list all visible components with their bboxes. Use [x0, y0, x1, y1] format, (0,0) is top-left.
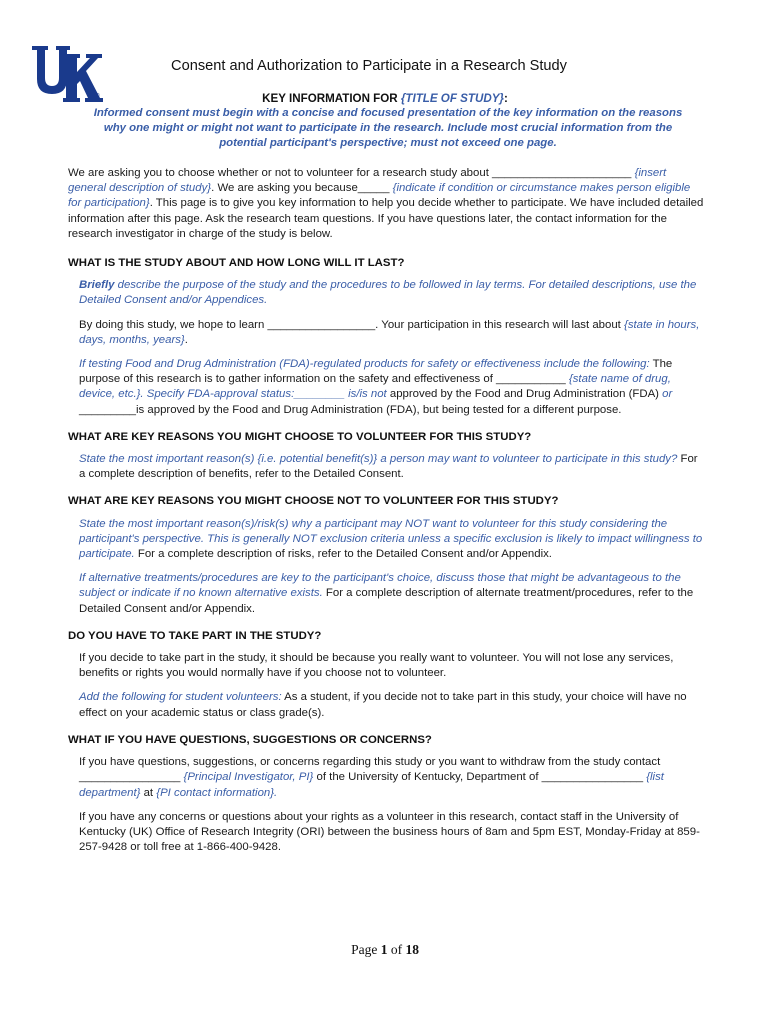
section-heading-reasons-against: WHAT ARE KEY REASONS YOU MIGHT CHOOSE NOT TO VOLUNTEER FOR THIS STUDY? [68, 495, 559, 508]
about-instruction: Briefly describe the purpose of the study and the procedures to be followed in lay terms. For detailed descriptions, use the Detailed Consent and/or Appendices. [79, 279, 697, 307]
questions-contact-ori: If you have any concerns or questions about your rights as a volunteer in this research, contact staff in the University of Kentucky (UK) Office of Research Integrity (ORI) between the business hours of 8am and 5pm EST, Monday-Friday at 859-257-9428 or toll free at 1-866-400-9428. [79, 810, 700, 854]
section-heading-about: WHAT IS THE STUDY ABOUT AND HOW LONG WILL IT LAST? [68, 257, 405, 270]
about-fda: If testing Food and Drug Administration (FDA)-regulated products for safety or effectiveness include the following: The purpose of this research is to gather information on the safety and effectiveness of ___________ {state name of drug, device, etc.}. Specify FDA-approval status:________ is/is not approved by the Food and Drug Administration (FDA) or _________is approved by the Food and Drug Administration (FDA), but being tested for a different purpose. [79, 358, 673, 416]
student-volunteers-paragraph: Add the following for student volunteers: As a student, if you decide not to take part in this study, your choice will have no effect on your academic status or class grade(s). [79, 691, 687, 719]
intro-paragraph: We are asking you to choose whether or not to volunteer for a research study about ______________________ {insert general description of study}. We are asking you because_____ {indicate if condition or circumstance makes person eligible for participation}. This page is to give you key information to help you decide whether to participate. We have included detailed information after this page. Ask the research team questions. If you have questions later, the contact information for the research investigator in charge of the study is below. [68, 167, 704, 240]
key-information-heading: KEY INFORMATION FOR {TITLE OF STUDY}: [262, 92, 508, 105]
section-heading-take-part: DO YOU HAVE TO TAKE PART IN THE STUDY? [68, 629, 322, 642]
page-number: Page 1 of 18 [351, 942, 419, 957]
section-heading-reasons-for: WHAT ARE KEY REASONS YOU MIGHT CHOOSE TO VOLUNTEER FOR THIS STUDY? [68, 430, 532, 443]
questions-contact-pi: If you have questions, suggestions, or concerns regarding this study or you want to withdraw from the study contact ________________ {Principal Investigator, PI} of the University of Kentucky, Department of ________________ {list department} at {PI contact information}. [79, 756, 664, 799]
registered-mark: ® [96, 93, 100, 99]
document-title: Consent and Authorization to Participate in a Research Study [171, 58, 567, 74]
section-heading-questions: WHAT IF YOU HAVE QUESTIONS, SUGGESTIONS OR CONCERNS? [68, 733, 432, 746]
key-information-instruction: Informed consent must begin with a concise and focused presentation of the key information on the reasons why one might or might not want to participate in the research. Include most crucial information from the potential participant's perspective; must not exceed one page. [93, 107, 683, 150]
take-part-paragraph: If you decide to take part in the study, it should be because you really want to volunteer. You will not lose any services, benefits or rights you would normally have if you choose not to volunteer. [79, 652, 674, 680]
document-body [68, 166, 704, 864]
reasons-against-risks: State the most important reason(s)/risk(s) why a participant may NOT want to volunteer for this study considering the participant's perspective. This is generally NOT exclusion criteria unless a specific exclusion is likely to impact willingness to participate. For a complete description of risks, refer to the Detailed Consent and/or Appendix. [79, 517, 703, 561]
reasons-against-alternatives: If alternative treatments/procedures are key to the participant's choice, discuss those that might be advantageous to the subject or indicate if no known alternative exists. For a complete description of alternate treatment/procedures, refer to the Detailed Consent and/or Appendix. [79, 572, 694, 615]
about-duration: By doing this study, we hope to learn _________________. Your participation in this research will last about {state in hours, days, months, years}. [79, 318, 700, 346]
reasons-for-paragraph: State the most important reason(s) {i.e. potential benefit(s)} a person may want to volunteer to participate in this study? For a complete description of benefits, refer to the Detailed Consent. [79, 453, 698, 481]
